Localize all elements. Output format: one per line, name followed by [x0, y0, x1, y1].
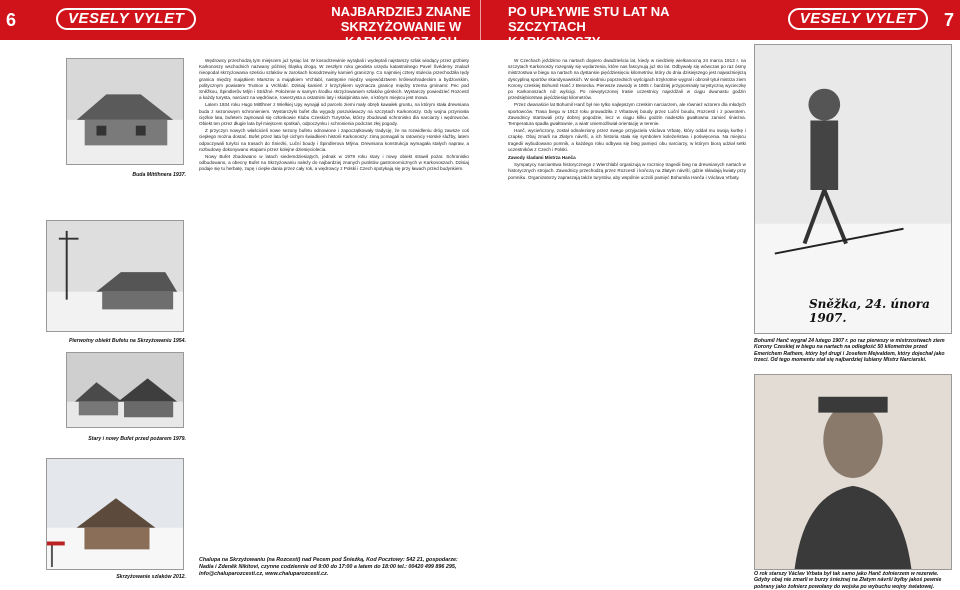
page-number-left: 6	[6, 10, 17, 30]
logo-left: VESELY VYLET	[56, 8, 196, 30]
caption-stary: Stary i nowy Bufet przed pożarem 1979.	[88, 436, 186, 442]
article-right-paragraph: Sympatycy narciarstwa historycznego z Wierchlabí organizują w rocznicę tragedii bieg na drewnianych nartach w historycznych strojach. Zawodnicy przechodzą przez Rozcestí i kończą na Złatym návrší, gdzie składają kwiaty przy pomniku. Organizatorzy zapraszają także turystów, aby wspólnie uczcili pamięć Bohumila Hanča i Václava Vrbaty.	[508, 162, 746, 180]
snezka-handwritten-sign: Sněžka, 24. února 1907.	[809, 297, 930, 325]
article-right-paragraph: W Czechach jeździmo na nartach dopiero dwadzieścia lat, kiedy w niedzielę wielkanocną 24 marca 1913 r. na szczytach Karkonoszy rozegrały się wydarzenia, które nas fascynują już sto lat. Odbywały się wówczas po raz ósmy mistrzostwa w biegu na nartach na dystansie pięćdziesięciu kilometrów, który do dnia dzisiejszego jest najważniejszą dyscypliną sportów skandynawskich. W siedmiu poprzednich wyścigach trzykrotnie wygrał i obronił tytuł mistrza ziem Korony czeskiej Bohumil Hanč z Benecka. Pierwsze zawody w 1905 r. bardziej przypominały turystyczną wycieczkę po Karkonoszach niż wyścigi. Po niewytyczonej trasie uczestnicy najeżdżali w ciągu dwunastu godzin przedsiębiorstwa pięćdziesiąt kilometrów.	[508, 58, 746, 101]
caption-buda: Buda Mittlhnera 1937.	[132, 172, 186, 178]
photo-skrzyzowanie-2012	[46, 458, 184, 570]
logo-right: VESELY VYLET	[788, 8, 928, 30]
photo-pierwotny-1954	[46, 220, 184, 332]
page-header	[0, 0, 960, 49]
article-left-paragraph: Z przyczyn nowych właścicieli nowe sezony bufetu odnowione i zapoczątkowały tradycję, że na rozwidleniu dróg zawsze coś ciepłego można dostać. Bufet przez lata był cichym świadkiem historii Karkonoszy: zimą pomagali tu ratownicy Horské služby, latem odpoczywali turyści na trasach do Śnieżki, Luční boudy i Špindlerova Mlýna. Drewniana konstrukcja wymagała stałych napraw, a rozbudowy dokonywano etapami przez kolejne dziesięciolecia.	[199, 128, 469, 152]
photo-vrbata-portrait	[754, 374, 952, 570]
caption-skrzyzowanie: Skrzyżowanie szlaków 2012.	[116, 574, 186, 580]
header-divider	[480, 0, 481, 40]
chalupa-info: Chalupa na Skrzyżowaniu (na Rozcestí) nad Pecem pod Śnieżką, Kod Pocztowy: 542 21, gospodarze: Nadia i Zdeněk Nikitovi, czynne codziennie od 9:00 do 17:00 a latem do 18:00 tel.: 00420 499 896 295, info@chaluparozcesti.cz, www.chaluparozcesti.cz.	[199, 557, 458, 577]
article-left-paragraph: Wędrowcy przechodzą tym miejscem już tysiąc lat. W kosodrzewinie wyrąbali i wydeptali najstarszy szlak wiodący przez grzbiety Karkonoszy wschodnich nazwany później Śląską drogą. W zeszłym roku geodeta urzędu katastralnego Pavel Švédemy znalazł nieopodal skrzyżowania sześciu szlaków w zarośach kosodrzewiny kamień graniczny. Co najmniej cztery stulecia przechodziła tędy granica między majątkiem Marszov a majątkiem Vrchlabí, następnie między województwem królewohradeckim a bydżovskim, politycznym powiatem Trutnov a Vrchlabí. Dzisiaj kamień z krzyżykiem wyznacza granicę między trzema gminami: Pec pod Sněžkou, Špindlerův Mlýn i Strážné. Położenie w samym środku skrzyżowaniem szlaków górskich. Wystarczy powiedzieć Rozcestí a każdy turysta, narciarz na wędrówce, rowerzysta a ostatnimi laty i skialpinista wie, o którym miejscu jest mowa.	[199, 58, 469, 101]
caption-pierwotny: Pierwotny obiekt Bufetu na Skrzyżowaniu 1954.	[68, 338, 186, 344]
header-title-right: PO UPŁYWIE STU LAT NA SZCZYTACH KARKONOSZY	[508, 4, 670, 49]
photo-stary-nowy-1979	[66, 352, 184, 428]
article-right-column	[508, 58, 746, 576]
article-left-paragraph: Nowy Bufet zbudowano w latach siedemdziesiątych, jednak w 1979 roku stary i nowy obiekt strawił pożar. Schronisko odbudowano, a obecny Bufet na Skrzyżowaniu należy do najbardziej znanych punktów gastronomicznych w Karkonoszach. Dzisiaj podaje się tu herbatę, zupę i ciepłe dania przez cały rok, a wędrowcy z Polski i Czech spotykają się przy ławach przed budynkiem.	[199, 154, 469, 172]
photo-buda-1937	[66, 58, 184, 165]
caption-snezka: Bohumil Hanč wygrał 24 lutego 1907 r. po raz pierwszy w mistrzostwach ziem Korony Czeskiej w biegu na nartach na odległość 50 kilometrów przed Emerichem Rathem, który był drugi i Josefem Mejvaldem, który dojechał jako trzeci. Od tego momentu stał się najbardziej lubiany Mistrz Narciarski.	[754, 338, 945, 364]
page-number-right: 7	[943, 10, 954, 30]
article-left-paragraph: Latem 1934 roku Hugo Mittlhner z Wielkiej Upy wynajął od parcelo ziemi mały obręb kawałek gruntu, na którym stała drewniana buda z sezonowym schronieniem. Wystarczyło bufet dla wygody poszukiwaczy na szczytach Karkonoszy. Gdy wojna przyniosła ciężkie lata, bufetem zajmowali się członkowie Klubu Czeskich Turystów, którzy zbudowali schronisko dla narciarzy i wędrowców. Obiekt ten przez długie lata był miejscem spotkań, odpoczynku i schronienia podczas złej pogody.	[199, 102, 469, 127]
photo-snezka-1907	[754, 44, 952, 334]
caption-vrbata: O rok starszy Václav Vrbata był tak samo jako Hanč żołnierzem w rezerwie. Gdyby obaj nie zmarli w burzy śnieżnej na Złatym návrší byłby jakoś pewnie pobrany jako żołnierz powołany do wojska po wybuchu wojny światowej.	[754, 571, 942, 590]
header-title-left: NAJBARDZIEJ ZNANE SKRZYŻOWANIE W KARKONOSZACH	[331, 4, 471, 49]
article-left-column	[199, 58, 469, 566]
section-subheading: Zawody śladami Mistrza Hanča	[508, 155, 576, 161]
article-right-paragraph: Przez dwanaście lat Bohumil Hanč był nie tylko najlepszym czeskim narciarzem, ale również wzorem dla młodych sportowców. Trasa biegu w 1913 roku prowadziła z Vrbatovej boudy przez Luční boudu, Rozcestí i z powrotem. Zawodnicy startowali przy dobrej pogodzie, lecz w ciągu kilku godzin nadeszła gwałtowna zamieć śnieżna. Temperatura spadła gwałtownie, a wiatr uniemożliwiał orientację w terenie.	[508, 102, 746, 127]
article-right-paragraph: Hanč, wycieńczony, został odnaleziony przez swego przyjaciela Václava Vrbatę, który oddał mu swoją kurtkę i czapkę. Obaj zmarli na Złatym návrší, a ich historia stała się symbolem koleżeństwa i poświęcenia. Na miejscu tragedii wybudowano pomnik, a każdego roku odbywa się bieg pamięci obu narciarzy, w którym biorą udział setki uczestników z Czech i Polski.	[508, 128, 746, 152]
